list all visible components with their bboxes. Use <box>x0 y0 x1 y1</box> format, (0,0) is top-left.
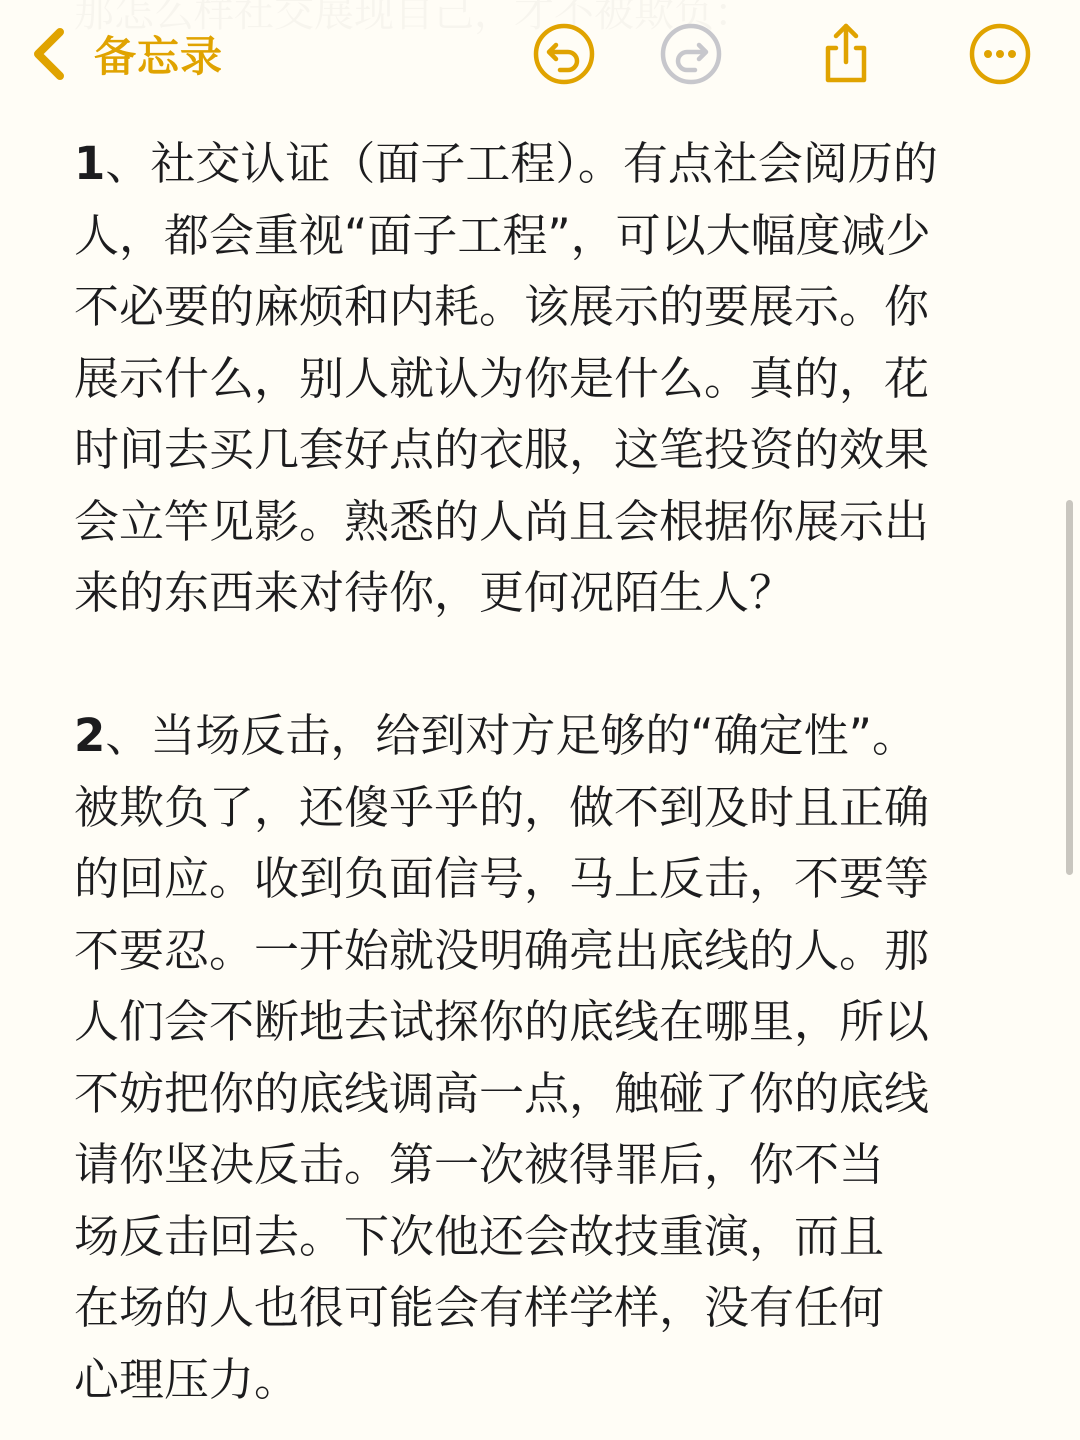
navigation-bar <box>0 0 1080 110</box>
note-content[interactable] <box>74 128 1004 1415</box>
note-paragraph-2 <box>74 700 1004 1415</box>
back-label: 备忘录 <box>94 32 224 81</box>
undo-icon[interactable] <box>532 22 596 86</box>
share-icon[interactable] <box>814 22 878 86</box>
paragraph-text: 、当场反击，给到对方足够的“确定性”。 被欺负了，还傻乎乎的，做不到及时且正确 的回应。收到负面信号，马上反击，不要等 不要忍。一开始就没明确亮出底线的人。那 人们会不断地去试探你的底线在哪里，所以 不妨把你的底线调高一点，触碰了你的底线 请你坚决反击。第一次被得罪后，你不当 场反击回去。下次他还会故技重演，而且 在场的人也很可能会有样学样，没有任何 心理压力。 <box>74 709 930 1406</box>
paragraph-number: 1 <box>74 137 106 190</box>
back-button[interactable] <box>24 22 223 86</box>
paragraph-spacer <box>74 629 1004 701</box>
paragraph-text: 、社交认证（面子工程）。有点社会阅历的 人，都会重视“面子工程”，可以大幅度减少 不必要的麻烦和内耗。该展示的要展示。你 展示什么，别人就认为你是什么。真的，花 时间去买几套好点的衣服，这笔投资的效果 会立竿见影。熟悉的人尚且会根据你展示出 来的东西来对待你，更何况陌生人？ <box>74 137 938 619</box>
note-paragraph-1 <box>74 128 1004 629</box>
more-icon[interactable] <box>968 22 1032 86</box>
chevron-left-icon <box>24 22 88 86</box>
redo-icon[interactable] <box>659 22 723 86</box>
scroll-indicator[interactable] <box>1066 500 1073 875</box>
paragraph-number: 2 <box>74 709 106 762</box>
